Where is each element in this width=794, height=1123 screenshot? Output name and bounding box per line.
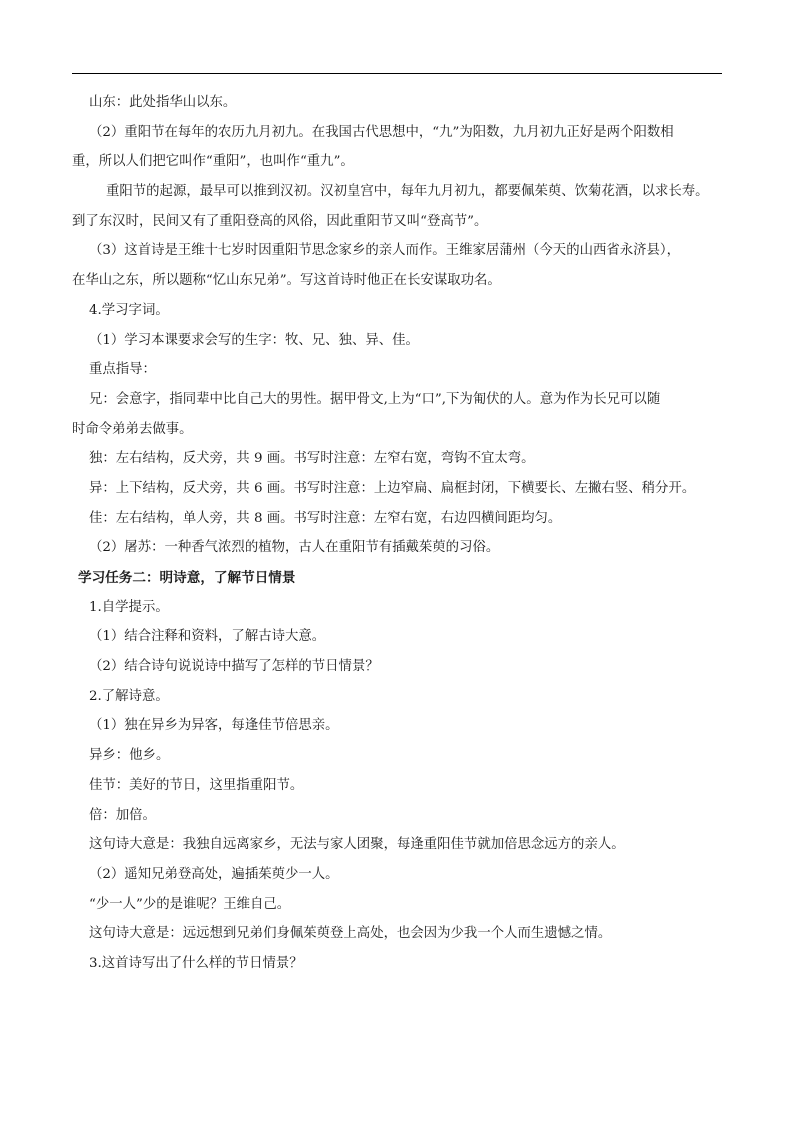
gloss-bei: 倍：加倍。: [89, 807, 156, 823]
char-xiong-line-2: 时命令弟弟去做事。: [72, 421, 193, 437]
verse-1-meaning: 这句诗大意是：我独自远离家乡，无法与家人团聚，每逢重阳佳节就加倍思念远方的亲人。: [89, 837, 625, 853]
note-3-line-1: （3）这首诗是王维十七岁时因重阳节思念家乡的亲人而作。王维家居蒲州（今天的山西省永济县），: [89, 243, 681, 259]
study-words-heading: 4.学习字词。: [89, 302, 169, 318]
hint-item-1: （1）结合注释和资料，了解古诗大意。: [89, 629, 326, 645]
question-3: 3.这首诗写出了什么样的节日情景？: [89, 955, 303, 971]
note-3-line-2: 在华山之东，所以题称“忆山东兄弟”。写这首诗时他正在长安谋取功名。: [72, 273, 501, 289]
new-characters: （1）学习本课要求会写的生字：牧、兄、独、异、佳。: [89, 332, 419, 348]
note-2-line-2: 重，所以人们把它叫作“重阳”，也叫作“重九”。: [72, 154, 354, 170]
note-tusu: （2）屠苏：一种香气浓烈的植物，古人在重阳节有插戴茱萸的习俗。: [89, 540, 500, 556]
gloss-yixiang: 异乡：他乡。: [89, 748, 170, 764]
note-2-line-1: （2）重阳节在每年的农历九月初九。在我国古代思想中，“九”为阳数，九月初九正好是两个阳数相: [89, 124, 674, 140]
self-study-hint: 1.自学提示。: [89, 599, 169, 615]
verse-1: （1）独在异乡为异客，每逢佳节倍思亲。: [89, 718, 339, 734]
key-guidance: 重点指导：: [89, 362, 156, 378]
note-shandong: 山东：此处指华山以东。: [89, 95, 237, 110]
verse-2: （2）遥知兄弟登高处，遍插茱萸少一人。: [89, 866, 339, 882]
understand-meaning: 2.了解诗意。: [89, 688, 169, 704]
char-jia: 佳：左右结构，单人旁，共 8 画。书写时注意：左窄右宽，右边四横间距均匀。: [89, 510, 562, 526]
header-rule: [72, 73, 722, 74]
char-xiong-line-1: 兄：会意字，指同辈中比自己大的男性。据甲骨文,上为“口”,下为匍伏的人。意为作为长兄可以随: [89, 391, 661, 407]
hint-item-2: （2）结合诗句说说诗中描写了怎样的节日情景？: [89, 659, 379, 675]
origin-line-2: 到了东汉时，民间又有了重阳登高的风俗，因此重阳节又叫“登高节”。: [72, 213, 488, 229]
char-yi: 异：上下结构，反犬旁，共 6 画。书写时注意：上边窄扁、扁框封闭，下横要长、左撇右竖、稍分开。: [89, 480, 696, 496]
verse-2-meaning: 这句诗大意是：远远想到兄弟们身佩茱萸登上高处，也会因为少我一个人而生遗憾之情。: [89, 926, 612, 942]
task-2-heading: 学习任务二：明诗意，了解节日情景: [78, 570, 296, 586]
document-body: [72, 93, 722, 984]
shaoyiren-question: “少一人”少的是谁呢？王维自己。: [89, 896, 291, 912]
char-du: 独：左右结构，反犬旁，共 9 画。书写时注意：左窄右宽，弯钩不宜太弯。: [89, 451, 535, 467]
gloss-jiajie: 佳节：美好的节日，这里指重阳节。: [89, 777, 304, 793]
origin-line-1: 重阳节的起源，最早可以推到汉初。汉初皇宫中，每年九月初九，都要佩茱萸、饮菊花酒，以求长寿。: [106, 184, 709, 200]
